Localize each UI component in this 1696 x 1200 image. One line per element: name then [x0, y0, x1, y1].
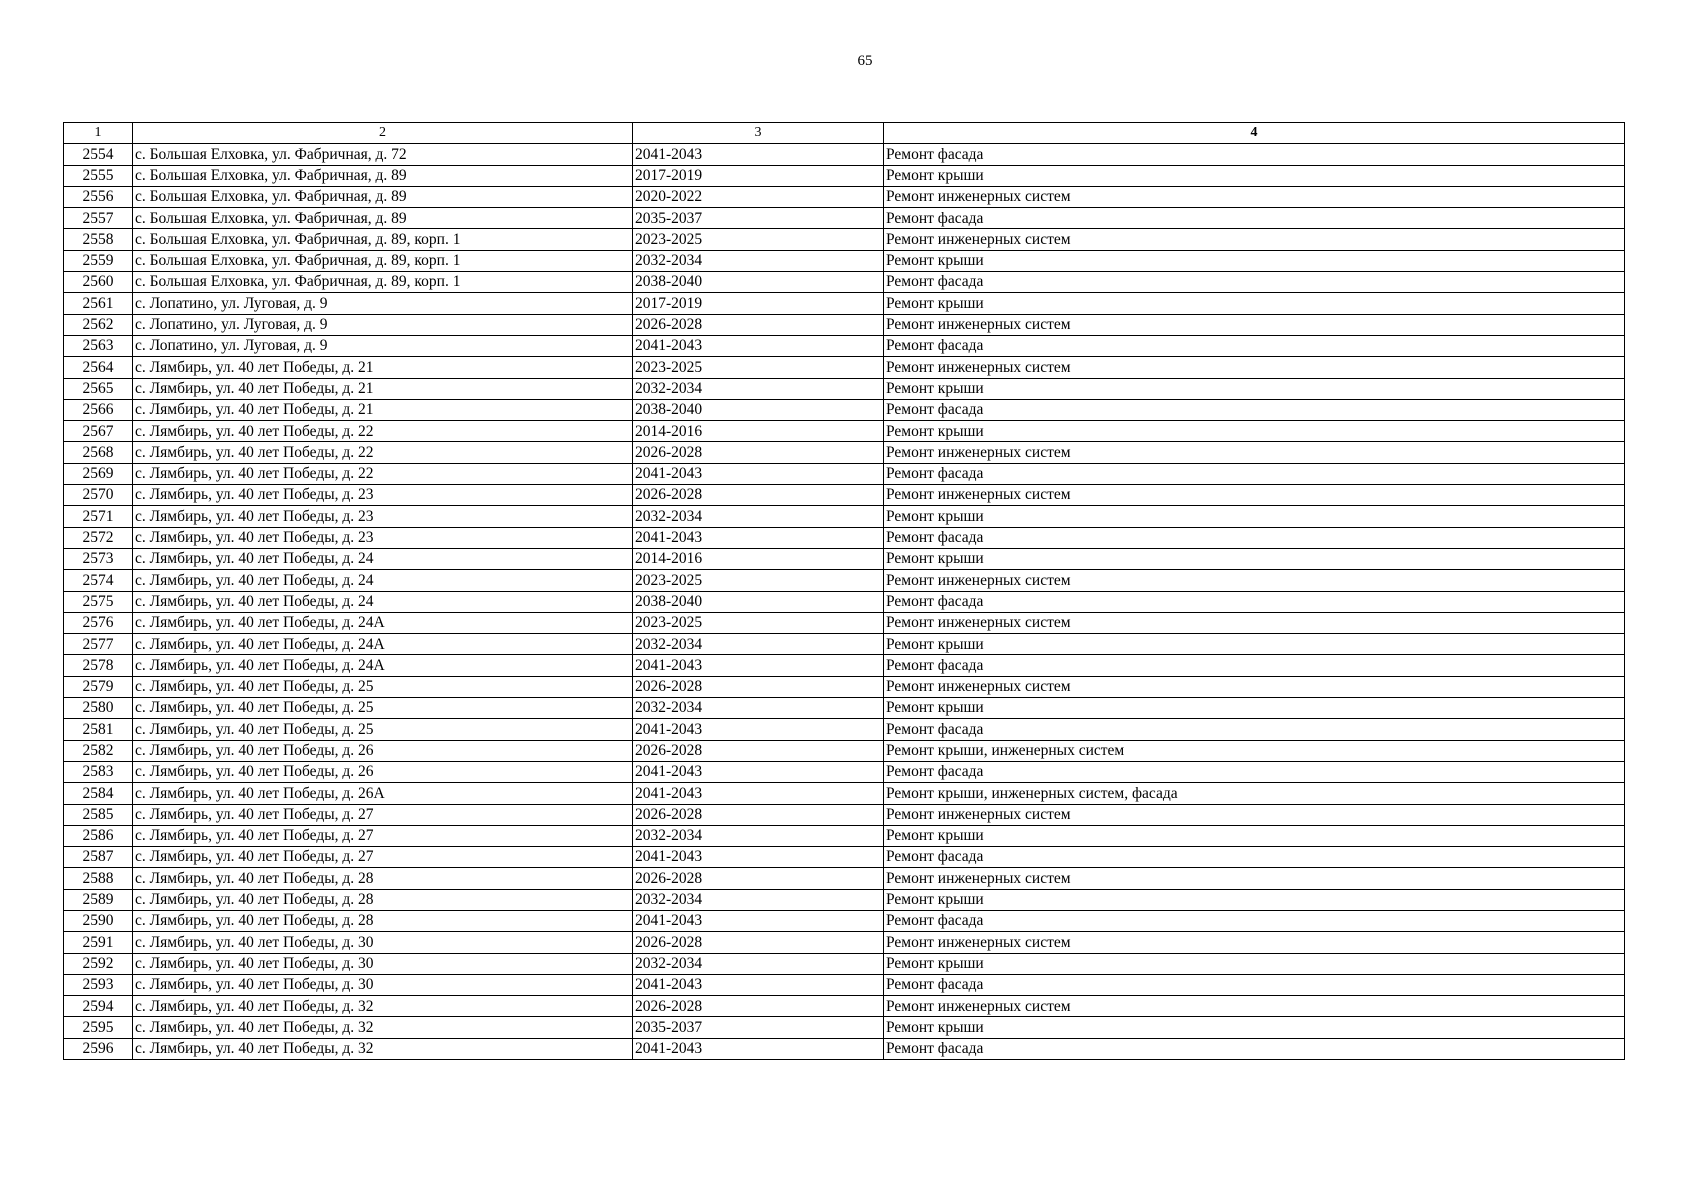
work-type-cell: Ремонт инженерных систем: [884, 229, 1625, 250]
table-row: [64, 506, 1625, 527]
period-cell: 2026-2028: [633, 442, 884, 463]
work-type-cell: Ремонт фасада: [884, 847, 1625, 868]
address-cell: с. Лямбирь, ул. 40 лет Победы, д. 24А: [133, 634, 633, 655]
period-cell: 2038-2040: [633, 591, 884, 612]
address-cell: с. Лямбирь, ул. 40 лет Победы, д. 25: [133, 719, 633, 740]
period-cell: 2041-2043: [633, 719, 884, 740]
work-type-cell: Ремонт фасада: [884, 761, 1625, 782]
row-number: 2560: [64, 272, 133, 293]
work-type-cell: Ремонт крыши: [884, 825, 1625, 846]
row-number: 2583: [64, 761, 133, 782]
address-cell: с. Лопатино, ул. Луговая, д. 9: [133, 293, 633, 314]
row-number: 2572: [64, 527, 133, 548]
table-row: [64, 442, 1625, 463]
row-number: 2567: [64, 421, 133, 442]
address-cell: с. Лямбирь, ул. 40 лет Победы, д. 25: [133, 698, 633, 719]
work-type-cell: Ремонт фасада: [884, 655, 1625, 676]
work-type-cell: Ремонт крыши: [884, 421, 1625, 442]
address-cell: с. Большая Елховка, ул. Фабричная, д. 89: [133, 208, 633, 229]
address-cell: с. Лямбирь, ул. 40 лет Победы, д. 26: [133, 761, 633, 782]
period-cell: 2032-2034: [633, 378, 884, 399]
row-number: 2571: [64, 506, 133, 527]
row-number: 2575: [64, 591, 133, 612]
table-row: [64, 1017, 1625, 1038]
work-type-cell: Ремонт фасада: [884, 719, 1625, 740]
row-number: 2576: [64, 612, 133, 633]
table-row: [64, 889, 1625, 910]
table-row: [64, 804, 1625, 825]
table-row: [64, 186, 1625, 207]
period-cell: 2038-2040: [633, 399, 884, 420]
period-cell: 2032-2034: [633, 889, 884, 910]
address-cell: с. Лопатино, ул. Луговая, д. 9: [133, 314, 633, 335]
period-cell: 2041-2043: [633, 910, 884, 931]
address-cell: с. Большая Елховка, ул. Фабричная, д. 89, корп. 1: [133, 229, 633, 250]
row-number: 2579: [64, 676, 133, 697]
period-cell: 2023-2025: [633, 229, 884, 250]
row-number: 2562: [64, 314, 133, 335]
work-type-cell: Ремонт фасада: [884, 463, 1625, 484]
address-cell: с. Лямбирь, ул. 40 лет Победы, д. 26А: [133, 783, 633, 804]
table-row: [64, 655, 1625, 676]
work-type-cell: Ремонт инженерных систем: [884, 676, 1625, 697]
work-type-cell: Ремонт инженерных систем: [884, 868, 1625, 889]
table-row: [64, 868, 1625, 889]
table-row: [64, 548, 1625, 569]
row-number: 2592: [64, 953, 133, 974]
address-cell: с. Лямбирь, ул. 40 лет Победы, д. 21: [133, 399, 633, 420]
table-row: [64, 421, 1625, 442]
address-cell: с. Лямбирь, ул. 40 лет Победы, д. 24А: [133, 655, 633, 676]
period-cell: 2026-2028: [633, 314, 884, 335]
work-type-cell: Ремонт фасада: [884, 335, 1625, 356]
period-cell: 2023-2025: [633, 357, 884, 378]
period-cell: 2041-2043: [633, 761, 884, 782]
period-cell: 2017-2019: [633, 293, 884, 314]
work-type-cell: Ремонт крыши: [884, 698, 1625, 719]
period-cell: 2032-2034: [633, 634, 884, 655]
table-row: [64, 527, 1625, 548]
table-row: [64, 634, 1625, 655]
work-type-cell: Ремонт крыши: [884, 165, 1625, 186]
table-row: [64, 165, 1625, 186]
header-col-1: 1: [64, 123, 133, 144]
address-cell: с. Большая Елховка, ул. Фабричная, д. 89: [133, 165, 633, 186]
period-cell: 2032-2034: [633, 698, 884, 719]
page-number: 65: [857, 53, 873, 69]
address-cell: с. Лямбирь, ул. 40 лет Победы, д. 24: [133, 591, 633, 612]
row-number: 2588: [64, 868, 133, 889]
row-number: 2556: [64, 186, 133, 207]
row-number: 2570: [64, 485, 133, 506]
address-cell: с. Лямбирь, ул. 40 лет Победы, д. 25: [133, 676, 633, 697]
row-number: 2574: [64, 570, 133, 591]
row-number: 2566: [64, 399, 133, 420]
table-row: [64, 974, 1625, 995]
address-cell: с. Лямбирь, ул. 40 лет Победы, д. 22: [133, 442, 633, 463]
row-number: 2578: [64, 655, 133, 676]
row-number: 2586: [64, 825, 133, 846]
address-cell: с. Лямбирь, ул. 40 лет Победы, д. 21: [133, 357, 633, 378]
work-type-cell: Ремонт инженерных систем: [884, 996, 1625, 1017]
table-row: [64, 719, 1625, 740]
row-number: 2580: [64, 698, 133, 719]
row-number: 2593: [64, 974, 133, 995]
period-cell: 2032-2034: [633, 250, 884, 271]
row-number: 2581: [64, 719, 133, 740]
work-type-cell: Ремонт фасада: [884, 1038, 1625, 1059]
row-number: 2596: [64, 1038, 133, 1059]
work-type-cell: Ремонт крыши: [884, 953, 1625, 974]
table-body: [64, 144, 1625, 1060]
address-cell: с. Лямбирь, ул. 40 лет Победы, д. 30: [133, 974, 633, 995]
period-cell: 2026-2028: [633, 740, 884, 761]
table-row: [64, 825, 1625, 846]
address-cell: с. Лямбирь, ул. 40 лет Победы, д. 24А: [133, 612, 633, 633]
address-cell: с. Большая Елховка, ул. Фабричная, д. 89, корп. 1: [133, 250, 633, 271]
table-row: [64, 378, 1625, 399]
address-cell: с. Большая Елховка, ул. Фабричная, д. 72: [133, 144, 633, 165]
address-cell: с. Лямбирь, ул. 40 лет Победы, д. 32: [133, 996, 633, 1017]
address-cell: с. Лямбирь, ул. 40 лет Победы, д. 22: [133, 463, 633, 484]
period-cell: 2041-2043: [633, 783, 884, 804]
period-cell: 2038-2040: [633, 272, 884, 293]
work-type-cell: Ремонт крыши: [884, 1017, 1625, 1038]
table-row: [64, 996, 1625, 1017]
address-cell: с. Лямбирь, ул. 40 лет Победы, д. 28: [133, 868, 633, 889]
row-number: 2584: [64, 783, 133, 804]
address-cell: с. Лямбирь, ул. 40 лет Победы, д. 27: [133, 825, 633, 846]
address-cell: с. Лямбирь, ул. 40 лет Победы, д. 30: [133, 953, 633, 974]
address-cell: с. Лямбирь, ул. 40 лет Победы, д. 28: [133, 910, 633, 931]
row-number: 2587: [64, 847, 133, 868]
period-cell: 2014-2016: [633, 548, 884, 569]
work-type-cell: Ремонт инженерных систем: [884, 612, 1625, 633]
row-number: 2558: [64, 229, 133, 250]
address-cell: с. Лямбирь, ул. 40 лет Победы, д. 21: [133, 378, 633, 399]
row-number: 2573: [64, 548, 133, 569]
row-number: 2590: [64, 910, 133, 931]
work-type-cell: Ремонт фасада: [884, 974, 1625, 995]
work-type-cell: Ремонт инженерных систем: [884, 570, 1625, 591]
work-type-cell: Ремонт крыши: [884, 889, 1625, 910]
table-row: [64, 208, 1625, 229]
period-cell: 2026-2028: [633, 676, 884, 697]
row-number: 2594: [64, 996, 133, 1017]
work-type-cell: Ремонт крыши: [884, 378, 1625, 399]
row-number: 2557: [64, 208, 133, 229]
work-type-cell: Ремонт крыши, инженерных систем, фасада: [884, 783, 1625, 804]
header-col-3: 3: [633, 123, 884, 144]
work-type-cell: Ремонт крыши: [884, 250, 1625, 271]
row-number: 2564: [64, 357, 133, 378]
row-number: 2577: [64, 634, 133, 655]
period-cell: 2014-2016: [633, 421, 884, 442]
table-row: [64, 783, 1625, 804]
period-cell: 2017-2019: [633, 165, 884, 186]
row-number: 2559: [64, 250, 133, 271]
period-cell: 2026-2028: [633, 996, 884, 1017]
row-number: 2595: [64, 1017, 133, 1038]
period-cell: 2020-2022: [633, 186, 884, 207]
row-number: 2591: [64, 932, 133, 953]
address-cell: с. Лямбирь, ул. 40 лет Победы, д. 32: [133, 1017, 633, 1038]
address-cell: с. Лямбирь, ул. 40 лет Победы, д. 23: [133, 485, 633, 506]
period-cell: 2035-2037: [633, 208, 884, 229]
work-type-cell: Ремонт фасада: [884, 527, 1625, 548]
period-cell: 2026-2028: [633, 932, 884, 953]
period-cell: 2026-2028: [633, 868, 884, 889]
table-row: [64, 932, 1625, 953]
period-cell: 2041-2043: [633, 463, 884, 484]
address-cell: с. Лямбирь, ул. 40 лет Победы, д. 24: [133, 570, 633, 591]
table-row: [64, 229, 1625, 250]
address-cell: с. Лямбирь, ул. 40 лет Победы, д. 22: [133, 421, 633, 442]
work-type-cell: Ремонт крыши: [884, 634, 1625, 655]
work-type-cell: Ремонт крыши: [884, 506, 1625, 527]
row-number: 2582: [64, 740, 133, 761]
table-row: [64, 293, 1625, 314]
work-type-cell: Ремонт фасада: [884, 144, 1625, 165]
table-row: [64, 463, 1625, 484]
table-row: [64, 591, 1625, 612]
table-row: [64, 953, 1625, 974]
address-cell: с. Лямбирь, ул. 40 лет Победы, д. 23: [133, 506, 633, 527]
period-cell: 2023-2025: [633, 612, 884, 633]
period-cell: 2041-2043: [633, 655, 884, 676]
table-row: [64, 250, 1625, 271]
table-row: [64, 570, 1625, 591]
table-row: [64, 314, 1625, 335]
row-number: 2565: [64, 378, 133, 399]
row-number: 2554: [64, 144, 133, 165]
work-type-cell: Ремонт крыши: [884, 293, 1625, 314]
table-row: [64, 847, 1625, 868]
table-row: [64, 399, 1625, 420]
period-cell: 2032-2034: [633, 825, 884, 846]
work-type-cell: Ремонт фасада: [884, 208, 1625, 229]
address-cell: с. Лопатино, ул. Луговая, д. 9: [133, 335, 633, 356]
table-row: [64, 612, 1625, 633]
work-type-cell: Ремонт инженерных систем: [884, 357, 1625, 378]
work-type-cell: Ремонт инженерных систем: [884, 314, 1625, 335]
address-cell: с. Большая Елховка, ул. Фабричная, д. 89, корп. 1: [133, 272, 633, 293]
table-row: [64, 272, 1625, 293]
table-row: [64, 485, 1625, 506]
header-col-2: 2: [133, 123, 633, 144]
work-type-cell: Ремонт крыши, инженерных систем: [884, 740, 1625, 761]
table-row: [64, 144, 1625, 165]
table-row: [64, 740, 1625, 761]
period-cell: 2041-2043: [633, 335, 884, 356]
work-type-cell: Ремонт фасада: [884, 399, 1625, 420]
address-cell: с. Лямбирь, ул. 40 лет Победы, д. 23: [133, 527, 633, 548]
row-number: 2563: [64, 335, 133, 356]
work-type-cell: Ремонт инженерных систем: [884, 804, 1625, 825]
period-cell: 2035-2037: [633, 1017, 884, 1038]
table-row: [64, 1038, 1625, 1059]
address-cell: с. Большая Елховка, ул. Фабричная, д. 89: [133, 186, 633, 207]
table-row: [64, 357, 1625, 378]
period-cell: 2041-2043: [633, 974, 884, 995]
table-row: [64, 910, 1625, 931]
period-cell: 2032-2034: [633, 953, 884, 974]
row-number: 2561: [64, 293, 133, 314]
header-col-4: 4: [884, 123, 1625, 144]
table-row: [64, 676, 1625, 697]
address-cell: с. Лямбирь, ул. 40 лет Победы, д. 24: [133, 548, 633, 569]
address-cell: с. Лямбирь, ул. 40 лет Победы, д. 27: [133, 847, 633, 868]
work-type-cell: Ремонт инженерных систем: [884, 485, 1625, 506]
row-number: 2568: [64, 442, 133, 463]
table-row: [64, 761, 1625, 782]
row-number: 2589: [64, 889, 133, 910]
work-type-cell: Ремонт инженерных систем: [884, 186, 1625, 207]
period-cell: 2041-2043: [633, 1038, 884, 1059]
work-type-cell: Ремонт инженерных систем: [884, 932, 1625, 953]
work-type-cell: Ремонт фасада: [884, 591, 1625, 612]
repair-schedule-table: [63, 122, 1625, 1060]
period-cell: 2032-2034: [633, 506, 884, 527]
period-cell: 2026-2028: [633, 485, 884, 506]
work-type-cell: Ремонт фасада: [884, 910, 1625, 931]
header-row: [64, 123, 1625, 144]
address-cell: с. Лямбирь, ул. 40 лет Победы, д. 32: [133, 1038, 633, 1059]
table-row: [64, 698, 1625, 719]
table-header: [64, 123, 1625, 144]
period-cell: 2041-2043: [633, 144, 884, 165]
address-cell: с. Лямбирь, ул. 40 лет Победы, д. 28: [133, 889, 633, 910]
address-cell: с. Лямбирь, ул. 40 лет Победы, д. 27: [133, 804, 633, 825]
address-cell: с. Лямбирь, ул. 40 лет Победы, д. 30: [133, 932, 633, 953]
work-type-cell: Ремонт инженерных систем: [884, 442, 1625, 463]
period-cell: 2026-2028: [633, 804, 884, 825]
row-number: 2555: [64, 165, 133, 186]
work-type-cell: Ремонт фасада: [884, 272, 1625, 293]
period-cell: 2041-2043: [633, 527, 884, 548]
table-row: [64, 335, 1625, 356]
address-cell: с. Лямбирь, ул. 40 лет Победы, д. 26: [133, 740, 633, 761]
work-type-cell: Ремонт крыши: [884, 548, 1625, 569]
row-number: 2585: [64, 804, 133, 825]
period-cell: 2041-2043: [633, 847, 884, 868]
row-number: 2569: [64, 463, 133, 484]
period-cell: 2023-2025: [633, 570, 884, 591]
